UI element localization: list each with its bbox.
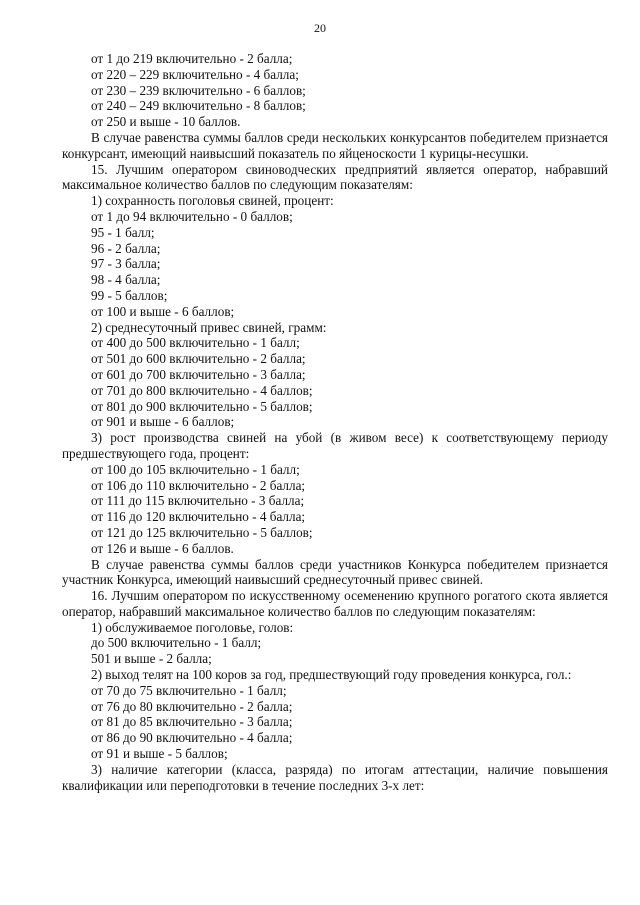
list-item: от 100 и выше - 6 баллов;	[91, 303, 235, 319]
list-item: от 701 до 800 включительно - 4 баллов;	[91, 382, 313, 398]
list-item: от 76 до 80 включительно - 2 балла;	[91, 698, 293, 714]
indicator-title: 1) обслуживаемое поголовье, голов:	[91, 619, 294, 635]
list-item: от 116 до 120 включительно - 4 балла;	[91, 509, 306, 525]
indicator-title: 3) наличие категории (класса, разряда) по итогам аттестации, наличие повышения квалификации или переподготовки в течение последних 3-х лет:	[62, 761, 608, 793]
list-item: от 601 до 700 включительно - 3 балла;	[91, 366, 306, 382]
section-16-intro: 16. Лучшим оператором по искусственному осеменению крупного рогатого скота является оператор, набравший максимальное количество баллов по следующим показателям:	[62, 588, 608, 619]
list-item: от 220 – 229 включительно - 4 балла;	[91, 66, 299, 82]
list-item: от 70 до 75 включительно - 1 балл;	[91, 682, 287, 698]
list-item: от 126 и выше - 6 баллов.	[91, 540, 234, 556]
document-body	[62, 51, 608, 793]
tie-break-paragraph: В случае равенства суммы баллов среди нескольких конкурсантов победителем признается конкурсант, имеющий наивысший показатель по яйценоскости 1 курицы-несушки.	[62, 129, 608, 161]
list-item: 99 - 5 баллов;	[91, 287, 168, 303]
list-item: от 111 до 115 включительно - 3 балла;	[91, 493, 305, 509]
tie-break-paragraph: В случае равенства суммы баллов среди участников Конкурса победителем признается участник Конкурса, имеющий наивысший среднесуточный привес свиней.	[62, 556, 608, 588]
list-item: от 106 до 110 включительно - 2 балла;	[91, 477, 306, 493]
list-item: от 400 до 500 включительно - 1 балл;	[91, 335, 300, 351]
list-item: 95 - 1 балл;	[91, 224, 155, 240]
page-number: 20	[314, 21, 326, 35]
indicator-title: 3) рост производства свиней на убой (в живом весе) к соответствующему периоду предшествующего года, процент:	[62, 430, 608, 461]
section-15-intro: 15. Лучшим оператором свиноводческих предприятий является оператор, набравший максимальное количество баллов по следующим показателям:	[62, 161, 608, 193]
list-item: от 1 до 219 включительно - 2 балла;	[91, 51, 293, 66]
indicator-title: 2) среднесуточный привес свиней, грамм:	[91, 319, 327, 335]
list-item: от 91 и выше - 5 баллов;	[91, 746, 228, 762]
list-item: 98 - 4 балла;	[91, 272, 161, 288]
list-item: от 240 – 249 включительно - 8 баллов;	[91, 98, 306, 114]
list-item: от 86 до 90 включительно - 4 балла;	[91, 730, 293, 746]
list-item: от 801 до 900 включительно - 5 баллов;	[91, 398, 313, 414]
list-item: 501 и выше - 2 балла;	[91, 651, 212, 667]
list-item: от 81 до 85 включительно - 3 балла;	[91, 714, 293, 730]
list-item: 96 - 2 балла;	[91, 240, 161, 256]
list-item: от 230 – 239 включительно - 6 баллов;	[91, 82, 306, 98]
list-item: от 100 до 105 включительно - 1 балл;	[91, 461, 300, 477]
list-item: от 501 до 600 включительно - 2 балла;	[91, 351, 306, 367]
list-item: от 901 и выше - 6 баллов;	[91, 414, 235, 430]
list-item: 97 - 3 балла;	[91, 256, 161, 272]
list-item: от 1 до 94 включительно - 0 баллов;	[91, 208, 293, 224]
indicator-title: 1) сохранность поголовья свиней, процент:	[91, 193, 334, 209]
indicator-title: 2) выход телят на 100 коров за год, предшествующий году проведения конкурса, гол.:	[91, 667, 572, 683]
list-item: до 500 включительно - 1 балл;	[91, 635, 262, 651]
list-item: от 250 и выше - 10 баллов.	[91, 114, 241, 130]
list-item: от 121 до 125 включительно - 5 баллов;	[91, 524, 313, 540]
